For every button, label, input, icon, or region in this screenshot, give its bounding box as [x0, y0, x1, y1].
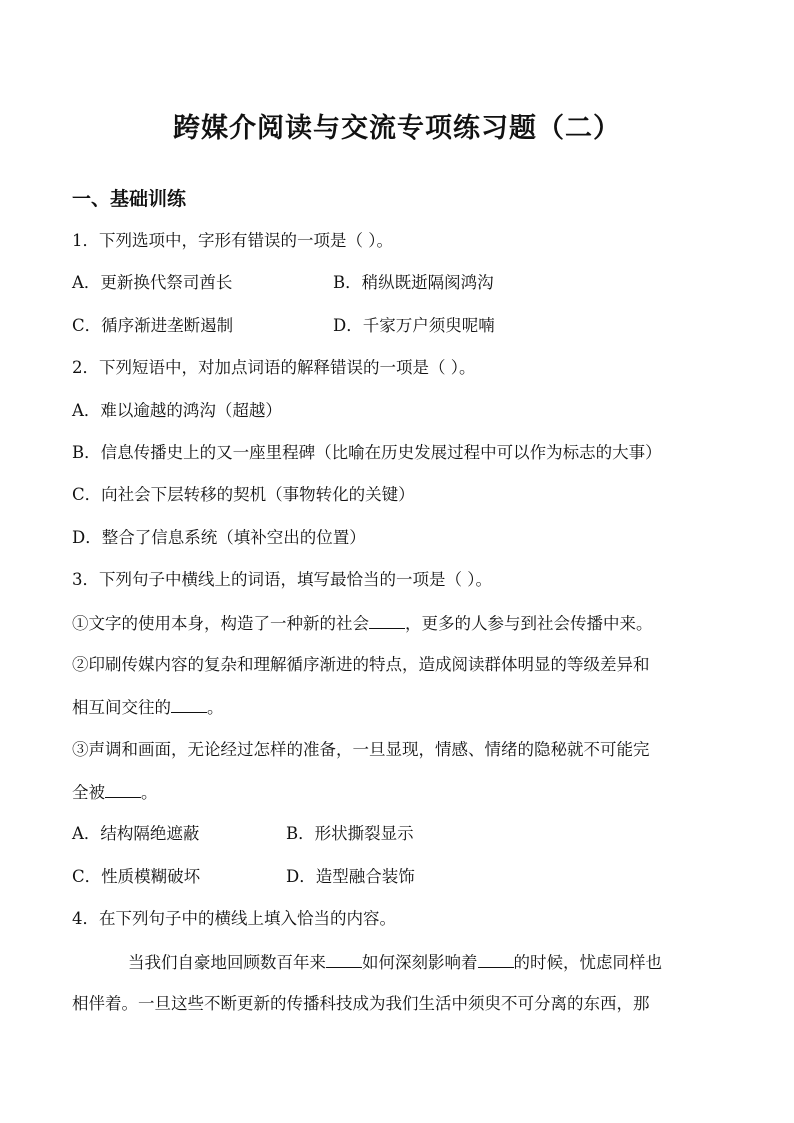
- question-1-stem: 1．下列选项中，字形有错误的一项是（ ）。: [72, 231, 393, 250]
- fill-blank[interactable]: [478, 951, 514, 968]
- question-1-option-c: C．循序渐进垄断遏制: [72, 316, 234, 335]
- section-heading-basic-training: 一、基础训练: [72, 188, 187, 210]
- question-3-sentence-3-line-1: ③声调和画面，无论经过怎样的准备，一旦显现，情感、情绪的隐秘就不可能完: [72, 740, 650, 759]
- question-3-sentence-2-line-1: ②印刷传媒内容的复杂和理解循序渐进的特点，造成阅读群体明显的等级差异和: [72, 655, 650, 674]
- question-1-option-d: D．千家万户须臾呢喃: [333, 316, 495, 335]
- paragraph-text-b: 如何深刻影响着: [362, 953, 478, 972]
- question-3-sentence-2-line-2: [72, 696, 224, 719]
- sentence-3-text-before: 全被: [72, 783, 105, 802]
- sentence-1-text-after: ，更多的人参与到社会传播中来。: [405, 614, 653, 633]
- question-2-option-a: A．难以逾越的鸿沟（超越）: [72, 401, 282, 420]
- question-3-option-b: B．形状撕裂显示: [286, 824, 414, 843]
- fill-blank[interactable]: [369, 612, 405, 629]
- fill-blank[interactable]: [326, 951, 362, 968]
- sentence-3-text-after: 。: [141, 783, 158, 802]
- paragraph-text-c: 的时候，忧虑同样也: [513, 953, 662, 972]
- question-4-paragraph-line-2: 相伴着。一旦这些不断更新的传播科技成为我们生活中须臾不可分离的东西，那: [72, 994, 650, 1013]
- sentence-1-text-before: ①文字的使用本身，构造了一种新的社会: [72, 614, 369, 633]
- question-3-option-d: D．造型融合装饰: [286, 867, 415, 886]
- page-title: 跨媒介阅读与交流专项练习题（二）: [173, 113, 621, 144]
- question-3-option-c: C．性质模糊破坏: [72, 867, 201, 886]
- sentence-2-text-after: 。: [207, 698, 224, 717]
- sentence-2-text-before: 相互间交往的: [72, 698, 171, 717]
- paragraph-text-a: 当我们自豪地回顾数百年来: [128, 953, 326, 972]
- question-1-option-a: A．更新换代祭司酋长: [72, 273, 233, 292]
- question-2-option-b: B．信息传播史上的又一座里程碑（比喻在历史发展过程中可以作为标志的大事）: [72, 443, 662, 462]
- question-3-stem: 3．下列句子中横线上的词语，填写最恰当的一项是（ ）。: [72, 570, 492, 589]
- question-1-option-b: B．稍纵既逝隔阂鸿沟: [333, 273, 494, 292]
- question-4-stem: 4．在下列句子中的横线上填入恰当的内容。: [72, 909, 396, 928]
- question-2-option-d: D．整合了信息系统（填补空出的位置）: [72, 528, 366, 547]
- question-3-sentence-1: [72, 612, 653, 635]
- question-4-paragraph-line-1: [128, 951, 662, 974]
- question-3-option-a: A．结构隔绝遮蔽: [72, 824, 200, 843]
- question-2-stem: 2．下列短语中，对加点词语的解释错误的一项是（ ）。: [72, 358, 476, 377]
- question-2-option-c: C．向社会下层转移的契机（事物转化的关键）: [72, 485, 415, 504]
- fill-blank[interactable]: [105, 781, 141, 798]
- fill-blank[interactable]: [171, 696, 207, 713]
- question-3-sentence-3-line-2: [72, 781, 158, 804]
